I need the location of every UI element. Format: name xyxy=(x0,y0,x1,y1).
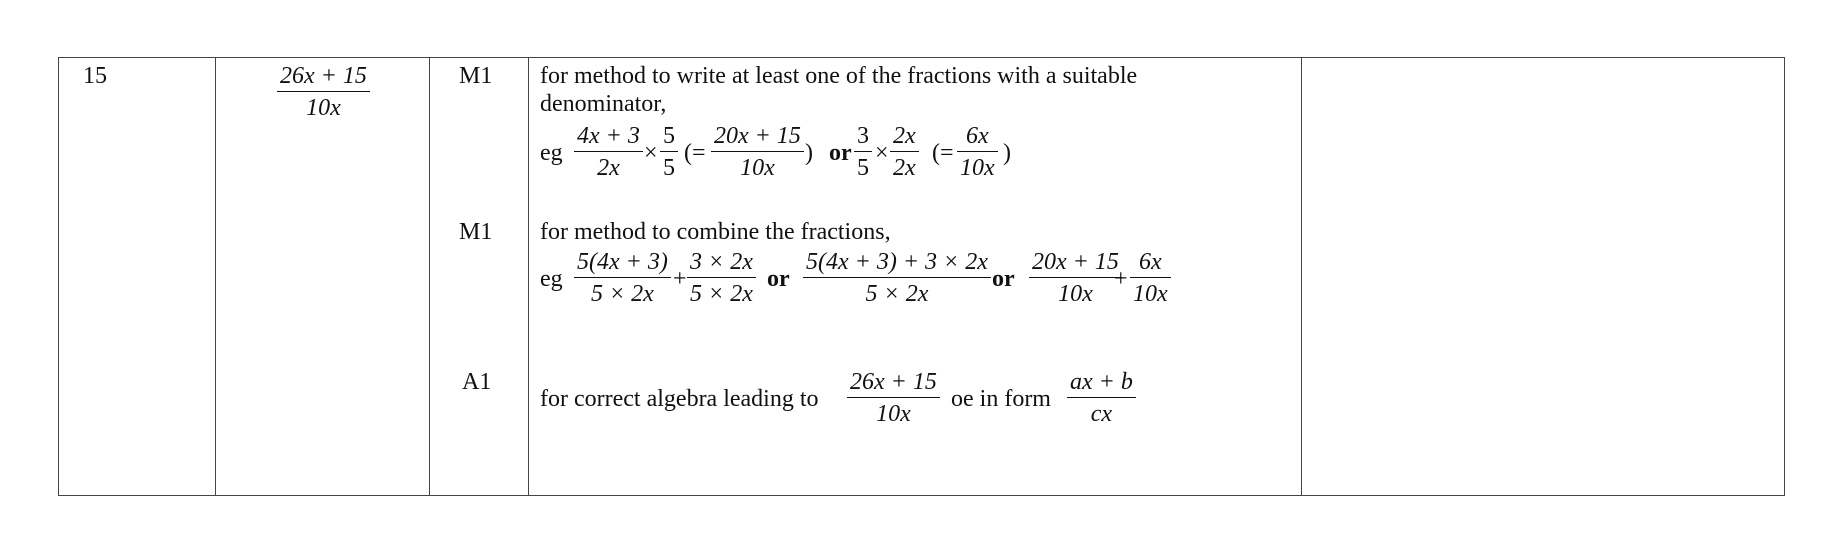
fraction-denominator: 10x xyxy=(960,155,995,181)
fraction-numerator: 20x + 15 xyxy=(714,123,801,149)
fraction-bar xyxy=(957,151,998,152)
or-word: or xyxy=(767,266,790,292)
column-divider xyxy=(429,58,430,495)
answer-fraction xyxy=(277,62,370,122)
mark1-fraction-4 xyxy=(854,122,872,182)
fraction-numerator: 5(4x + 3) + 3 × 2x xyxy=(806,249,988,275)
fraction-numerator: 6x xyxy=(966,123,989,149)
open-equals: (= xyxy=(684,140,706,166)
mark2-fraction-3 xyxy=(803,248,991,308)
close-paren: ) xyxy=(1003,140,1011,166)
fraction-denominator: 5 × 2x xyxy=(590,281,654,307)
fraction-bar xyxy=(1067,397,1136,398)
fraction-denominator: 10x xyxy=(1133,281,1168,307)
fraction-denominator: 10x xyxy=(1058,281,1093,307)
plus-sign: + xyxy=(673,266,687,292)
fraction-bar xyxy=(711,151,804,152)
fraction-numerator: 5 xyxy=(663,123,675,149)
mark-code-m1-second: M1 xyxy=(459,219,493,245)
mark-code-a1: A1 xyxy=(462,369,492,395)
or-word: or xyxy=(992,266,1015,292)
times-sign: × xyxy=(875,140,889,166)
mark2-fraction-5 xyxy=(1130,248,1171,308)
column-divider xyxy=(1301,58,1302,495)
fraction-bar xyxy=(277,91,370,92)
mark1-fraction-2 xyxy=(660,122,678,182)
plus-sign: + xyxy=(1114,266,1128,292)
question-number: 15 xyxy=(83,63,107,89)
close-paren: ) xyxy=(805,140,813,166)
mark2-fraction-2 xyxy=(687,248,756,308)
fraction-denominator: 5 × 2x xyxy=(865,281,929,307)
mark1-fraction-5 xyxy=(890,122,919,182)
fraction-numerator: ax + b xyxy=(1070,369,1133,395)
fraction-bar xyxy=(1130,277,1171,278)
mark1-line1: for method to write at least one of the fractions with a suitable xyxy=(540,63,1138,89)
fraction-bar xyxy=(803,277,991,278)
mark2-fraction-1 xyxy=(574,248,671,308)
fraction-numerator: 20x + 15 xyxy=(1032,249,1119,275)
fraction-bar xyxy=(574,151,643,152)
mark2-fraction-4 xyxy=(1029,248,1122,308)
fraction-numerator: 2x xyxy=(893,123,916,149)
answer-denominator: 10x xyxy=(306,95,341,121)
fraction-numerator: 3 × 2x xyxy=(690,249,753,275)
mark3-fraction-2 xyxy=(1067,368,1136,428)
fraction-numerator: 26x + 15 xyxy=(850,369,937,395)
fraction-numerator: 5(4x + 3) xyxy=(577,249,668,275)
open-equals: (= xyxy=(932,140,954,166)
fraction-numerator: 6x xyxy=(1139,249,1162,275)
mark1-fraction-1 xyxy=(574,122,643,182)
mark1-fraction-3 xyxy=(711,122,804,182)
fraction-bar xyxy=(687,277,756,278)
fraction-denominator: 5 × 2x xyxy=(690,281,753,307)
mark1-line2: denominator, xyxy=(540,91,667,117)
fraction-denominator: 10x xyxy=(876,401,911,427)
mark2-line1: for method to combine the fractions, xyxy=(540,219,891,245)
times-sign: × xyxy=(644,140,658,166)
mark3-fraction-1 xyxy=(847,368,940,428)
fraction-denominator: cx xyxy=(1090,401,1113,427)
mark-code-m1-first: M1 xyxy=(459,63,493,89)
fraction-bar xyxy=(854,151,872,152)
fraction-bar xyxy=(574,277,671,278)
fraction-bar xyxy=(660,151,678,152)
fraction-bar xyxy=(1029,277,1122,278)
mark3-text-before: for correct algebra leading to xyxy=(540,386,819,412)
fraction-denominator: 2x xyxy=(893,155,916,181)
mark2-eg: eg xyxy=(540,266,563,292)
column-divider xyxy=(528,58,529,495)
fraction-bar xyxy=(847,397,940,398)
fraction-numerator: 4x + 3 xyxy=(577,123,640,149)
mark3-text-middle: oe in form xyxy=(951,386,1051,412)
fraction-denominator: 10x xyxy=(740,155,775,181)
fraction-numerator: 3 xyxy=(857,123,869,149)
fraction-bar xyxy=(890,151,919,152)
fraction-denominator: 2x xyxy=(597,155,620,181)
column-divider xyxy=(215,58,216,495)
fraction-denominator: 5 xyxy=(857,155,869,181)
or-word: or xyxy=(829,140,852,166)
mark1-eg: eg xyxy=(540,140,563,166)
answer-numerator: 26x + 15 xyxy=(280,63,367,89)
mark-scheme-table xyxy=(58,57,1785,496)
mark1-fraction-6 xyxy=(957,122,998,182)
fraction-denominator: 5 xyxy=(663,155,675,181)
